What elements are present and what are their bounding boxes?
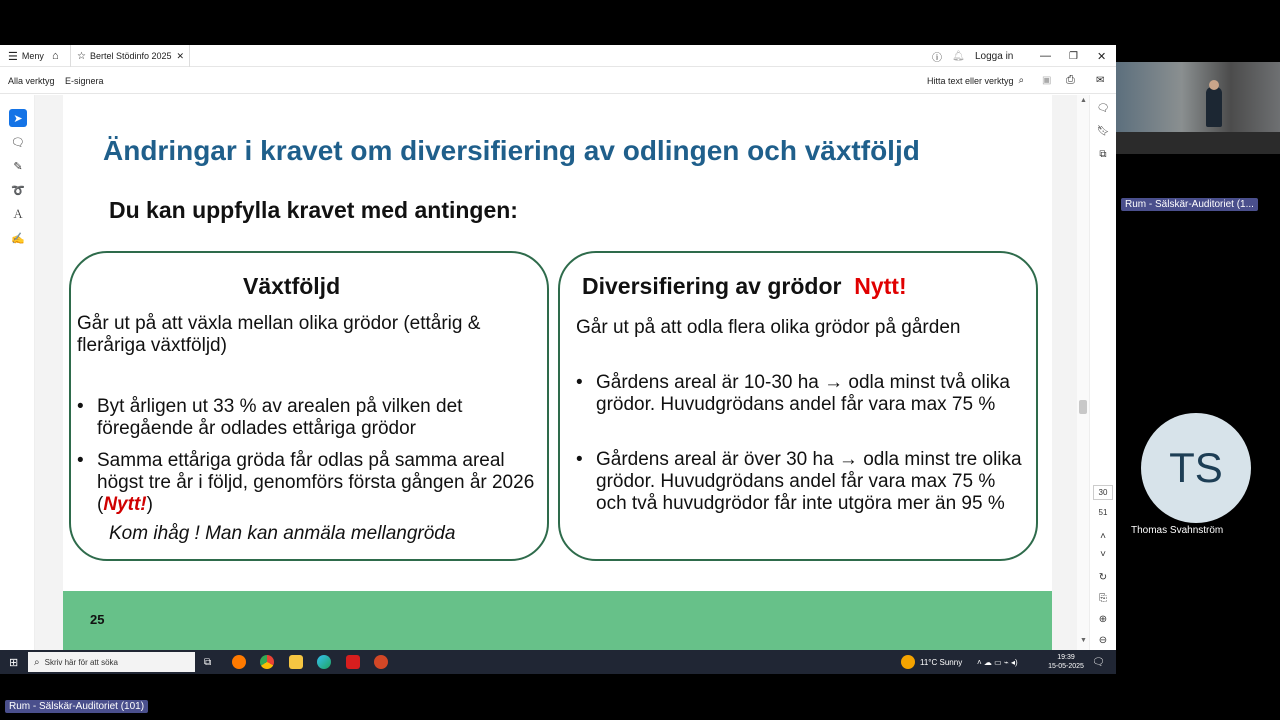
- star-icon[interactable]: ☆: [77, 50, 86, 62]
- comment-icon[interactable]: 🗨︎: [11, 136, 25, 149]
- esign-menu[interactable]: E-signera: [65, 75, 104, 86]
- crop-rotation-panel: [69, 251, 549, 561]
- bookmark-icon[interactable]: 🔖︎: [1096, 125, 1110, 137]
- document-area[interactable]: [35, 95, 1089, 650]
- main-toolbar: [0, 67, 1116, 94]
- bullet-item: • Gårdens areal är över 30 ha → odla minst tre olika grödor. Huvudgrödans andel får vara max 75 % och två huvudgrödor får inte utgöra mer än 95 %: [576, 449, 1026, 515]
- left-tool-rail: [0, 95, 35, 650]
- windows-start-icon[interactable]: ⊞: [9, 656, 19, 669]
- panel-note: Kom ihåg ! Man kan anmäla mellangröda: [109, 523, 456, 544]
- scroll-down-icon[interactable]: ▼: [1080, 637, 1087, 644]
- find-text-button[interactable]: Hitta text eller verktyg ⌕: [927, 75, 1025, 86]
- lasso-icon[interactable]: ➰: [11, 184, 25, 197]
- scroll-thumb[interactable]: [1079, 400, 1087, 414]
- file-explorer-icon[interactable]: [289, 655, 303, 669]
- panel-intro: Går ut på att odla flera olika grödor på gården: [576, 317, 961, 338]
- pages-icon[interactable]: ⧉: [1099, 148, 1107, 160]
- slide-page-number: 25: [90, 612, 105, 627]
- taskbar-clock[interactable]: 19:39 15-05-2025: [1048, 654, 1084, 670]
- new-badge: Nytt!: [103, 494, 147, 515]
- bullet-item: • Samma ettåriga gröda får odlas på samma areal högst tre år i följd, genomförs första gången år 2026 (Nytt!): [77, 450, 542, 516]
- refresh-icon[interactable]: ↻: [1098, 571, 1108, 583]
- bullet-item: • Byt årligen ut 33 % av arealen på vilken det föregående år odlades ettåriga grödor: [77, 396, 527, 440]
- bell-icon[interactable]: 🔔︎: [952, 50, 965, 62]
- participant-name: Thomas Svahnström: [1131, 525, 1224, 536]
- participant-avatar[interactable]: TS: [1141, 413, 1251, 523]
- pdf-viewer-window: [0, 45, 1116, 650]
- hamburger-icon: ☰: [8, 50, 18, 63]
- vertical-scrollbar[interactable]: [1077, 95, 1089, 650]
- text-box-icon[interactable]: Ａ: [12, 209, 24, 221]
- search-icon: ⌕: [34, 656, 40, 668]
- title-bar: [0, 45, 1116, 67]
- chevron-down-icon[interactable]: ˅: [1100, 548, 1106, 560]
- system-tray-icons[interactable]: ˄ ☁ ▭ ⌁ ◂): [977, 657, 1018, 667]
- room-label: Rum - Sälskär-Auditoriet (1...: [1121, 198, 1258, 211]
- panel-heading: Växtföljd: [243, 273, 341, 299]
- menu-button[interactable]: ☰ Meny: [8, 50, 44, 63]
- page-total: 51: [1098, 508, 1108, 517]
- zoom-out-icon[interactable]: ⊖: [1098, 634, 1108, 646]
- close-tab-icon[interactable]: ✕: [176, 50, 184, 61]
- bullet-item: • Gårdens areal är 10-30 ha → odla minst två olika grödor. Huvudgrödans andel får vara max 75 %: [576, 372, 1026, 416]
- chevron-up-icon[interactable]: ˄: [1100, 530, 1106, 542]
- weather-icon: [901, 655, 915, 669]
- maximize-icon[interactable]: ❐: [1069, 50, 1078, 62]
- comments-icon[interactable]: 🗨︎: [1096, 102, 1110, 114]
- firefox-icon[interactable]: [232, 655, 246, 669]
- zoom-in-icon[interactable]: ⊕: [1098, 613, 1108, 625]
- slide-title: Ändringar i kravet om diversifiering av odlingen och växtföljd: [103, 135, 920, 166]
- fit-page-icon[interactable]: ⎘: [1099, 592, 1107, 604]
- panel-intro: Går ut på att växla mellan olika grödor (ettårig & fleråriga växtföljd): [77, 313, 481, 356]
- weather-text[interactable]: 11°C Sunny: [920, 657, 963, 667]
- search-icon: ⌕: [1018, 75, 1025, 86]
- signature-icon[interactable]: ✍: [11, 232, 25, 245]
- notifications-icon[interactable]: 🗨︎: [1092, 656, 1105, 668]
- login-button[interactable]: Logga in: [975, 50, 1014, 62]
- edge-icon[interactable]: [317, 655, 331, 669]
- windows-taskbar: [0, 650, 1116, 674]
- close-window-icon[interactable]: ✕: [1097, 50, 1107, 63]
- home-icon[interactable]: ⌂: [52, 50, 59, 62]
- minimize-icon[interactable]: —: [1040, 50, 1051, 62]
- taskbar-search-input[interactable]: ⌕ Skriv här för att söka: [28, 652, 195, 672]
- task-view-icon[interactable]: ⧉: [204, 656, 212, 668]
- scroll-up-icon[interactable]: ▲: [1080, 97, 1087, 104]
- pen-icon[interactable]: ✎: [13, 160, 23, 173]
- save-icon[interactable]: ▣: [1042, 75, 1052, 86]
- crop-diversification-panel: [558, 251, 1038, 561]
- mail-icon[interactable]: ✉: [1096, 75, 1105, 86]
- slide-subtitle: Du kan uppfylla kravet med antingen:: [109, 197, 518, 223]
- acrobat-icon[interactable]: [346, 655, 360, 669]
- new-badge: Nytt!: [854, 273, 907, 299]
- slide-footer-band: [63, 591, 1052, 650]
- powerpoint-icon[interactable]: [374, 655, 388, 669]
- page-number-input[interactable]: 30: [1093, 485, 1113, 500]
- document-tab[interactable]: ☆ Bertel Stödinfo 2025 ✕: [70, 45, 190, 67]
- panel-heading: Diversifiering av grödor Nytt!: [582, 273, 907, 299]
- room-label-bottom: Rum - Sälskär-Auditoriet (101): [5, 700, 148, 713]
- all-tools-menu[interactable]: Alla verktyg: [8, 75, 55, 86]
- select-cursor-icon[interactable]: ➤: [9, 109, 27, 127]
- help-icon[interactable]: ⓘ: [932, 52, 942, 64]
- right-tool-rail: [1089, 95, 1116, 650]
- presenter-video: [1116, 62, 1280, 154]
- print-icon[interactable]: ⎙: [1066, 74, 1075, 86]
- slide-page: [63, 95, 1052, 650]
- chrome-icon[interactable]: [260, 655, 274, 669]
